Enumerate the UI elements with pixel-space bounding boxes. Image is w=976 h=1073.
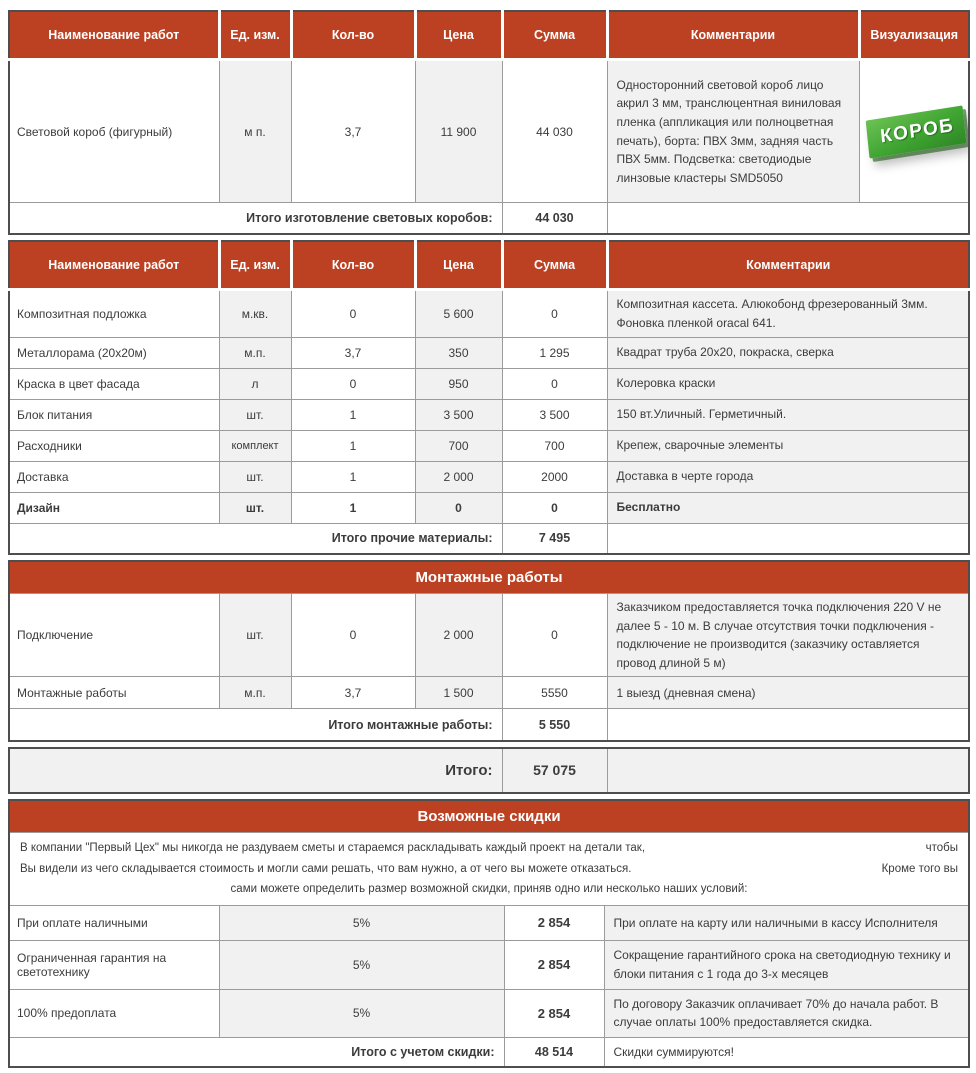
column-header-name: Наименование работ bbox=[9, 11, 219, 60]
cell-discount-sum: 2 854 bbox=[504, 940, 604, 989]
cell-discount-comment: По договору Заказчик оплачивает 70% до начала работ. В случае оплаты 100% предоставляется скидка. bbox=[604, 989, 969, 1037]
cell-price: 2 000 bbox=[415, 594, 502, 677]
column-header-name: Наименование работ bbox=[9, 241, 219, 290]
cell-unit: комплект bbox=[219, 430, 291, 461]
column-header-unit: Ед. изм. bbox=[219, 241, 291, 290]
total-value: 44 030 bbox=[502, 203, 607, 234]
cell-work-name: Дизайн bbox=[9, 492, 219, 523]
cell-price: 1 500 bbox=[415, 677, 502, 709]
korob-visualization-image: КОРОБ bbox=[865, 105, 966, 158]
discount-row bbox=[9, 905, 969, 940]
section-header-installation: Монтажные работы bbox=[9, 561, 969, 594]
cell-discount-comment: Сокращение гарантийного срока на светодиодную технику и блоки питания с 1 года до 3-х месяцев bbox=[604, 940, 969, 989]
table-row bbox=[9, 337, 969, 368]
column-header-unit: Ед. изм. bbox=[219, 11, 291, 60]
cell-discount-sum: 2 854 bbox=[504, 905, 604, 940]
total-row bbox=[9, 1037, 969, 1067]
cell-price: 3 500 bbox=[415, 399, 502, 430]
cell-price: 5 600 bbox=[415, 289, 502, 337]
discount-intro-line-2: Вы видели из чего складывается стоимость и могли сами решать, что вам нужно, а от чего вы можете отказаться. Кроме того вы bbox=[20, 862, 959, 875]
table-row bbox=[9, 492, 969, 523]
cell-quantity: 1 bbox=[291, 430, 415, 461]
cell-discount-comment: При оплате на карту или наличными в кассу Исполнителя bbox=[604, 905, 969, 940]
cell-unit: м.п. bbox=[219, 337, 291, 368]
cell-price: 11 900 bbox=[415, 60, 502, 203]
cell-sum: 0 bbox=[502, 368, 607, 399]
cell-quantity: 3,7 bbox=[291, 60, 415, 203]
discount-row bbox=[9, 989, 969, 1037]
discount-row bbox=[9, 940, 969, 989]
cell-quantity: 1 bbox=[291, 399, 415, 430]
column-header-qty: Кол-во bbox=[291, 241, 415, 290]
cell-comment: Заказчиком предоставляется точка подключения 220 V не далее 5 - 10 м. В случае отсутствия точки подключения - подключение не производится (заказчику оставляется провод длиной 5 м) bbox=[607, 594, 969, 677]
discounts-table bbox=[8, 799, 970, 1069]
column-header-visualization: Визуализация bbox=[859, 11, 969, 60]
cell-work-name: Краска в цвет фасада bbox=[9, 368, 219, 399]
cell-quantity: 0 bbox=[291, 368, 415, 399]
cell-discount-percent: 5% bbox=[219, 989, 504, 1037]
grand-total-row bbox=[8, 747, 970, 794]
lightbox-production-table bbox=[8, 10, 970, 235]
discount-total-label: Итого с учетом скидки: bbox=[9, 1037, 504, 1067]
total-label: Итого прочие материалы: bbox=[9, 523, 502, 554]
discount-intro-line-1: В компании "Первый Цех" мы никогда не раздуваем сметы и стараемся раскладывать каждый проект на детали так, чтобы bbox=[20, 841, 959, 854]
estimate-document bbox=[8, 10, 968, 1068]
cell-unit: шт. bbox=[219, 594, 291, 677]
total-row bbox=[9, 748, 969, 793]
column-header-sum: Сумма bbox=[502, 241, 607, 290]
cell-visualization bbox=[859, 60, 969, 203]
discount-total-comment: Скидки суммируются! bbox=[604, 1037, 969, 1067]
table-row bbox=[9, 60, 969, 203]
section-header-row bbox=[9, 561, 969, 594]
section-header-discounts: Возможные скидки bbox=[9, 800, 969, 833]
header-row bbox=[9, 241, 969, 290]
column-header-comments: Комментарии bbox=[607, 11, 859, 60]
cell-comment: Колеровка краски bbox=[607, 368, 969, 399]
cell-discount-percent: 5% bbox=[219, 940, 504, 989]
cell-comment: Доставка в черте города bbox=[607, 461, 969, 492]
cell-empty bbox=[607, 709, 969, 741]
section-header-row bbox=[9, 800, 969, 833]
cell-unit: м п. bbox=[219, 60, 291, 203]
discount-intro-row bbox=[9, 832, 969, 905]
total-value: 7 495 bbox=[502, 523, 607, 554]
table-row bbox=[9, 677, 969, 709]
cell-work-name: Металлорама (20х20м) bbox=[9, 337, 219, 368]
cell-comment: Композитная кассета. Алюкобонд фрезерованный 3мм. Фоновка пленкой oracal 641. bbox=[607, 289, 969, 337]
grand-total-value: 57 075 bbox=[502, 748, 607, 793]
cell-work-name: Световой короб (фигурный) bbox=[9, 60, 219, 203]
cell-empty bbox=[607, 523, 969, 554]
cell-work-name: Расходники bbox=[9, 430, 219, 461]
column-header-qty: Кол-во bbox=[291, 11, 415, 60]
cell-unit: м.п. bbox=[219, 677, 291, 709]
cell-quantity: 0 bbox=[291, 289, 415, 337]
cell-comment: Крепеж, сварочные элементы bbox=[607, 430, 969, 461]
header-row bbox=[9, 11, 969, 60]
cell-discount-name: Ограниченная гарантия на светотехнику bbox=[9, 940, 219, 989]
cell-price: 0 bbox=[415, 492, 502, 523]
cell-work-name: Доставка bbox=[9, 461, 219, 492]
total-row bbox=[9, 709, 969, 741]
cell-work-name: Подключение bbox=[9, 594, 219, 677]
table-row bbox=[9, 594, 969, 677]
cell-discount-percent: 5% bbox=[219, 905, 504, 940]
total-row bbox=[9, 203, 969, 234]
cell-comment: 150 вт.Уличный. Герметичный. bbox=[607, 399, 969, 430]
total-label: Итого монтажные работы: bbox=[9, 709, 502, 741]
cell-price: 950 bbox=[415, 368, 502, 399]
cell-work-name: Композитная подложка bbox=[9, 289, 219, 337]
table-row bbox=[9, 289, 969, 337]
cell-unit: м.кв. bbox=[219, 289, 291, 337]
discount-intro-line-3: сами можете определить размер возможной скидки, приняв одно или несколько наших условий: bbox=[230, 883, 748, 896]
table-row bbox=[9, 399, 969, 430]
cell-discount-name: 100% предоплата bbox=[9, 989, 219, 1037]
cell-sum: 44 030 bbox=[502, 60, 607, 203]
cell-sum: 0 bbox=[502, 289, 607, 337]
cell-quantity: 1 bbox=[291, 461, 415, 492]
total-label: Итого изготовление световых коробов: bbox=[9, 203, 502, 234]
cell-sum: 0 bbox=[502, 594, 607, 677]
cell-comment: Квадрат труба 20х20, покраска, сверка bbox=[607, 337, 969, 368]
installation-works-table bbox=[8, 560, 970, 742]
column-header-price: Цена bbox=[415, 11, 502, 60]
cell-quantity: 3,7 bbox=[291, 677, 415, 709]
cell-empty bbox=[607, 203, 969, 234]
cell-unit: шт. bbox=[219, 399, 291, 430]
cell-sum: 0 bbox=[502, 492, 607, 523]
cell-sum: 3 500 bbox=[502, 399, 607, 430]
grand-total-label: Итого: bbox=[9, 748, 502, 793]
cell-comment: Бесплатно bbox=[607, 492, 969, 523]
total-row bbox=[9, 523, 969, 554]
table-row bbox=[9, 430, 969, 461]
cell-comment: 1 выезд (дневная смена) bbox=[607, 677, 969, 709]
column-header-sum: Сумма bbox=[502, 11, 607, 60]
cell-comment: Односторонний световой короб лицо акрил 3 мм, транслюцентная виниловая пленка (аппликация или полноцветная печать), борта: ПВХ 3мм, задняя часть ПВХ 5мм. Подсветка: светодиодые линзовые кластеры SMD5050 bbox=[607, 60, 859, 203]
table-row bbox=[9, 461, 969, 492]
cell-sum: 700 bbox=[502, 430, 607, 461]
cell-unit: шт. bbox=[219, 461, 291, 492]
cell-work-name: Блок питания bbox=[9, 399, 219, 430]
cell-discount-sum: 2 854 bbox=[504, 989, 604, 1037]
cell-price: 350 bbox=[415, 337, 502, 368]
column-header-price: Цена bbox=[415, 241, 502, 290]
cell-sum: 1 295 bbox=[502, 337, 607, 368]
cell-price: 700 bbox=[415, 430, 502, 461]
cell-sum: 2000 bbox=[502, 461, 607, 492]
cell-quantity: 0 bbox=[291, 594, 415, 677]
discount-total-value: 48 514 bbox=[504, 1037, 604, 1067]
cell-unit: шт. bbox=[219, 492, 291, 523]
cell-price: 2 000 bbox=[415, 461, 502, 492]
cell-sum: 5550 bbox=[502, 677, 607, 709]
discount-intro-text bbox=[9, 832, 969, 905]
cell-quantity: 1 bbox=[291, 492, 415, 523]
other-materials-table bbox=[8, 240, 970, 556]
cell-discount-name: При оплате наличными bbox=[9, 905, 219, 940]
cell-quantity: 3,7 bbox=[291, 337, 415, 368]
column-header-comments: Комментарии bbox=[607, 241, 969, 290]
cell-empty bbox=[607, 748, 969, 793]
cell-work-name: Монтажные работы bbox=[9, 677, 219, 709]
total-value: 5 550 bbox=[502, 709, 607, 741]
table-row bbox=[9, 368, 969, 399]
cell-unit: л bbox=[219, 368, 291, 399]
